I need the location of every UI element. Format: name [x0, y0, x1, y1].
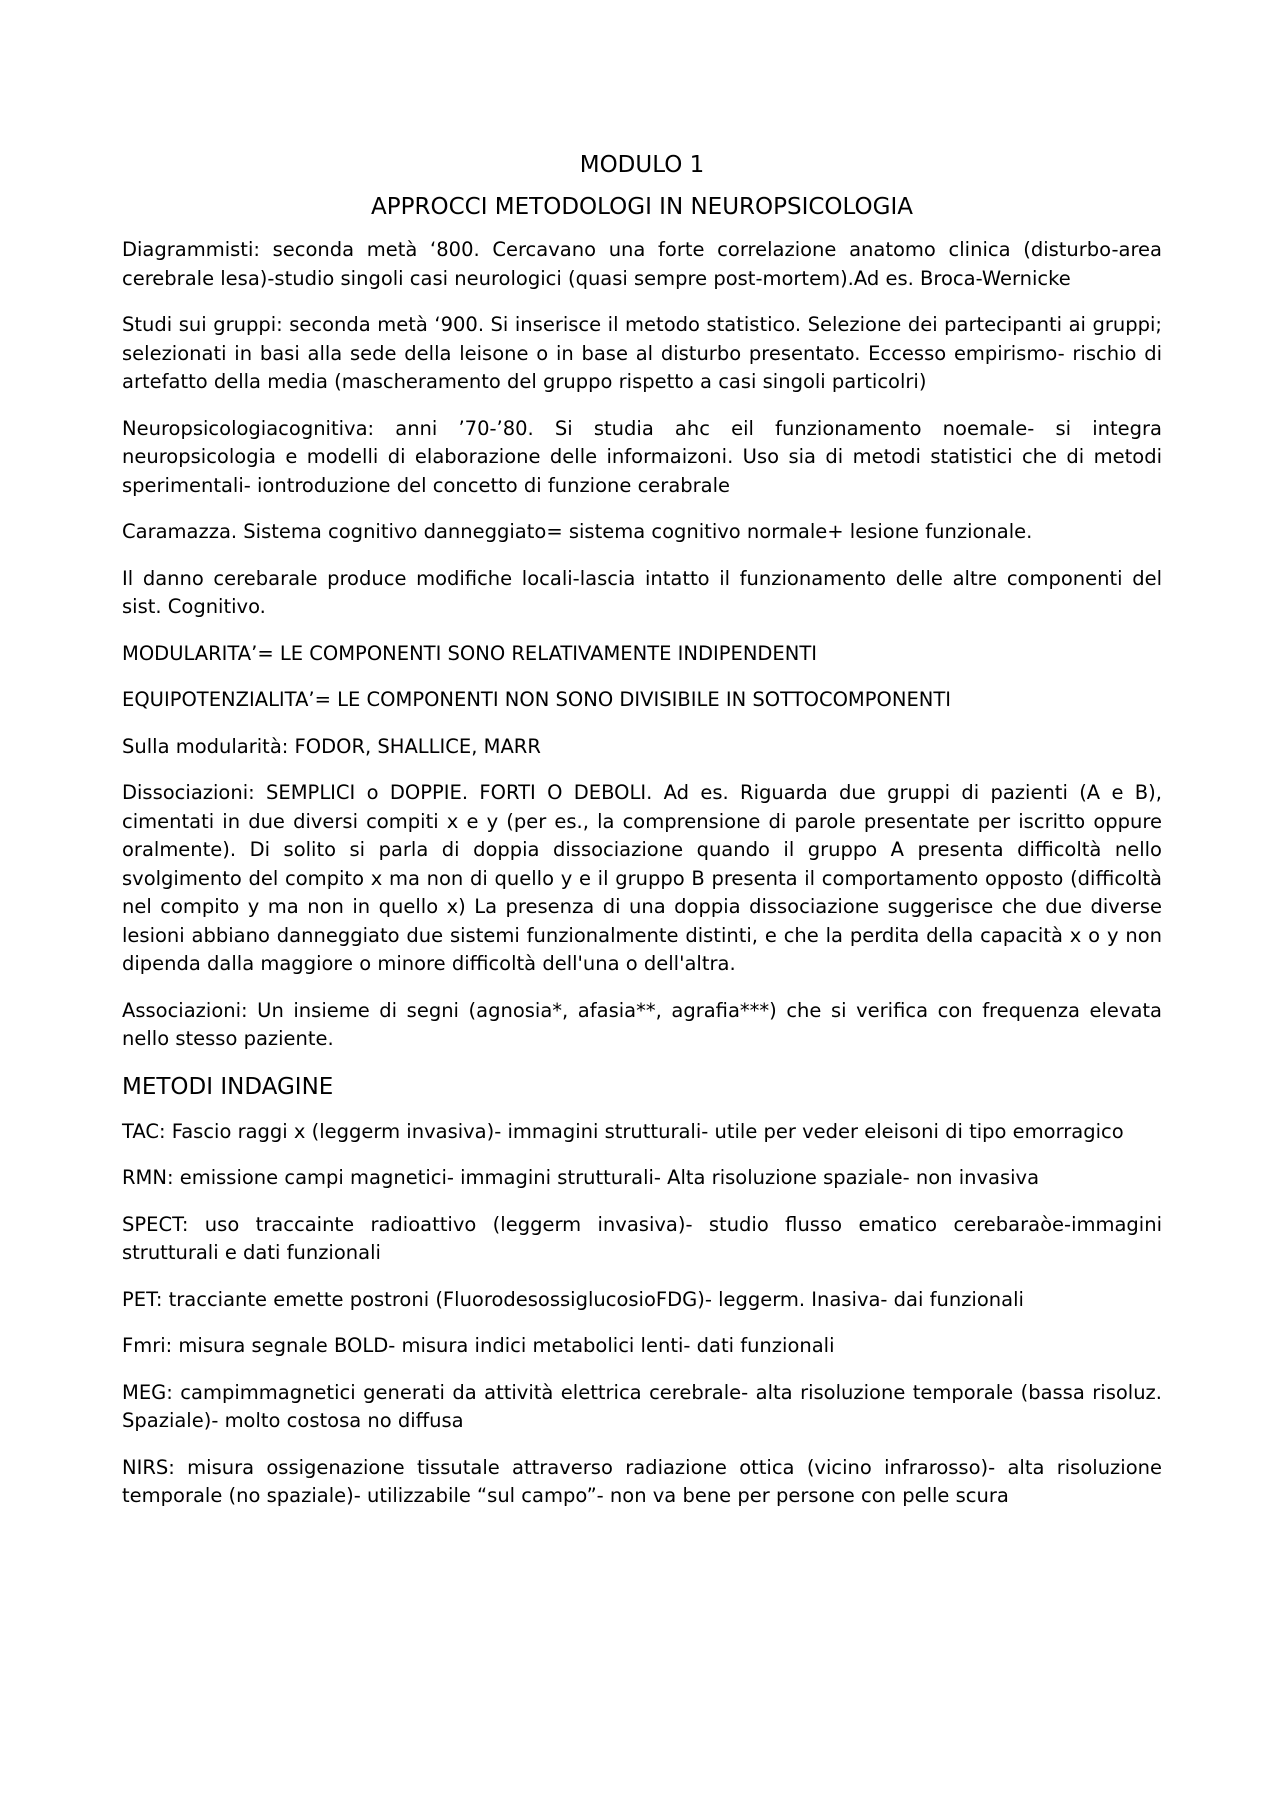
- section-heading-metodi-indagine: METODI INDAGINE: [122, 1073, 334, 1100]
- paragraph-caramazza: Caramazza. Sistema cognitivo danneggiato= sistema cognitivo normale+ lesione funzionale.: [122, 520, 1033, 543]
- paragraph-sulla-modularita: Sulla modularità: FODOR, SHALLICE, MARR: [122, 734, 541, 758]
- paragraph-dissociazioni: Dissociazioni: SEMPLICI o DOPPIE. FORTI O DEBOLI. Ad es. Riguarda due gruppi di pazienti (A e B), cimentati in due diversi compiti x e y (per es., la comprensione di parole presentate per iscritto oppure oralmente). Di solito si parla di doppia dissociazione quando il gruppo A presenta difficoltà nello svolgimento del compito x ma non di quello y e il gruppo B presenta il comportamento opposto (difficoltà nel compito y ma non in quello x) La presenza di una doppia dissociazione suggerisce che due diverse lesioni abbiano danneggiato due sistemi funzionalmente distinti, e che la perdita della capacità x o y non dipenda dalla maggiore o minore difficoltà dell'una o dell'altra.: [122, 781, 1162, 975]
- paragraph-nirs: NIRS: misura ossigenazione tissutale attraverso radiazione ottica (vicino infrarosso)- alta risoluzione temporale (no spaziale)- utilizzabile “sul campo”- non va bene per persone con pelle scura: [122, 1455, 1162, 1507]
- paragraph-modularita: MODULARITA’= LE COMPONENTI SONO RELATIVAMENTE INDIPENDENTI: [122, 641, 818, 665]
- paragraph-fmri: Fmri: misura segnale BOLD- misura indici metabolici lenti- dati funzionali: [122, 1334, 835, 1357]
- document-title: MODULO 1: [579, 152, 705, 178]
- paragraph-pet: PET: tracciante emette postroni (FluorodesossiglucosioFDG)- leggerm. Inasiva- dai funzionali: [122, 1287, 1024, 1311]
- paragraph-associazioni: Associazioni: Un insieme di segni (agnosia*, afasia**, agrafia***) che si verifica con frequenza elevata nello stesso paziente.: [122, 998, 1162, 1050]
- paragraph-danno-cerebrale: Il danno cerebarale produce modifiche locali-lascia intatto il funzionamento delle altre componenti del sist. Cognitivo.: [122, 566, 1162, 618]
- document-page: [122, 150, 1162, 1529]
- paragraph-tac: TAC: Fascio raggi x (leggerm invasiva)- immagini strutturali- utile per veder eleisoni di tipo emorragico: [122, 1119, 1124, 1143]
- document-subtitle: APPROCCI METODOLOGI IN NEUROPSICOLOGIA: [371, 194, 913, 220]
- paragraph-meg: MEG: campimmagnetici generati da attività elettrica cerebrale- alta risoluzione temporale (bassa risoluz. Spaziale)- molto costosa no diffusa: [122, 1380, 1162, 1432]
- paragraph-equipotenzialita: EQUIPOTENZIALITA’= LE COMPONENTI NON SONO DIVISIBILE IN SOTTOCOMPONENTI: [122, 688, 952, 711]
- paragraph-neuropsicologia-cognitiva: Neuropsicologiacognitiva: anni ’70-’80. Si studia ahc eil funzionamento noemale- si integra neuropsicologia e modelli di elaborazione delle informaizoni. Uso sia di metodi statistici che di metodi sperimentali- iontroduzione del concetto di funzione cerabrale: [122, 416, 1162, 497]
- paragraph-spect: SPECT: uso traccainte radioattivo (leggerm invasiva)- studio flusso ematico cerebaraòe-immagini strutturali e dati funzionali: [122, 1212, 1162, 1264]
- paragraph-rmn: RMN: emissione campi magnetici- immagini strutturali- Alta risoluzione spaziale- non invasiva: [122, 1166, 1040, 1189]
- paragraph-studi-gruppi: Studi sui gruppi: seconda metà ‘900. Si inserisce il metodo statistico. Selezione dei partecipanti ai gruppi; selezionati in basi alla sede della leisone o in base al disturbo presentato. Eccesso empirismo- rischio di artefatto della media (mascheramento del gruppo rispetto a casi singoli particolri): [122, 313, 1162, 393]
- paragraph-diagrammisti: Diagrammisti: seconda metà ‘800. Cercavano una forte correlazione anatomo clinica (disturbo-area cerebrale lesa)-studio singoli casi neurologici (quasi sempre post-mortem).Ad es. Broca-Wernicke: [122, 238, 1162, 290]
